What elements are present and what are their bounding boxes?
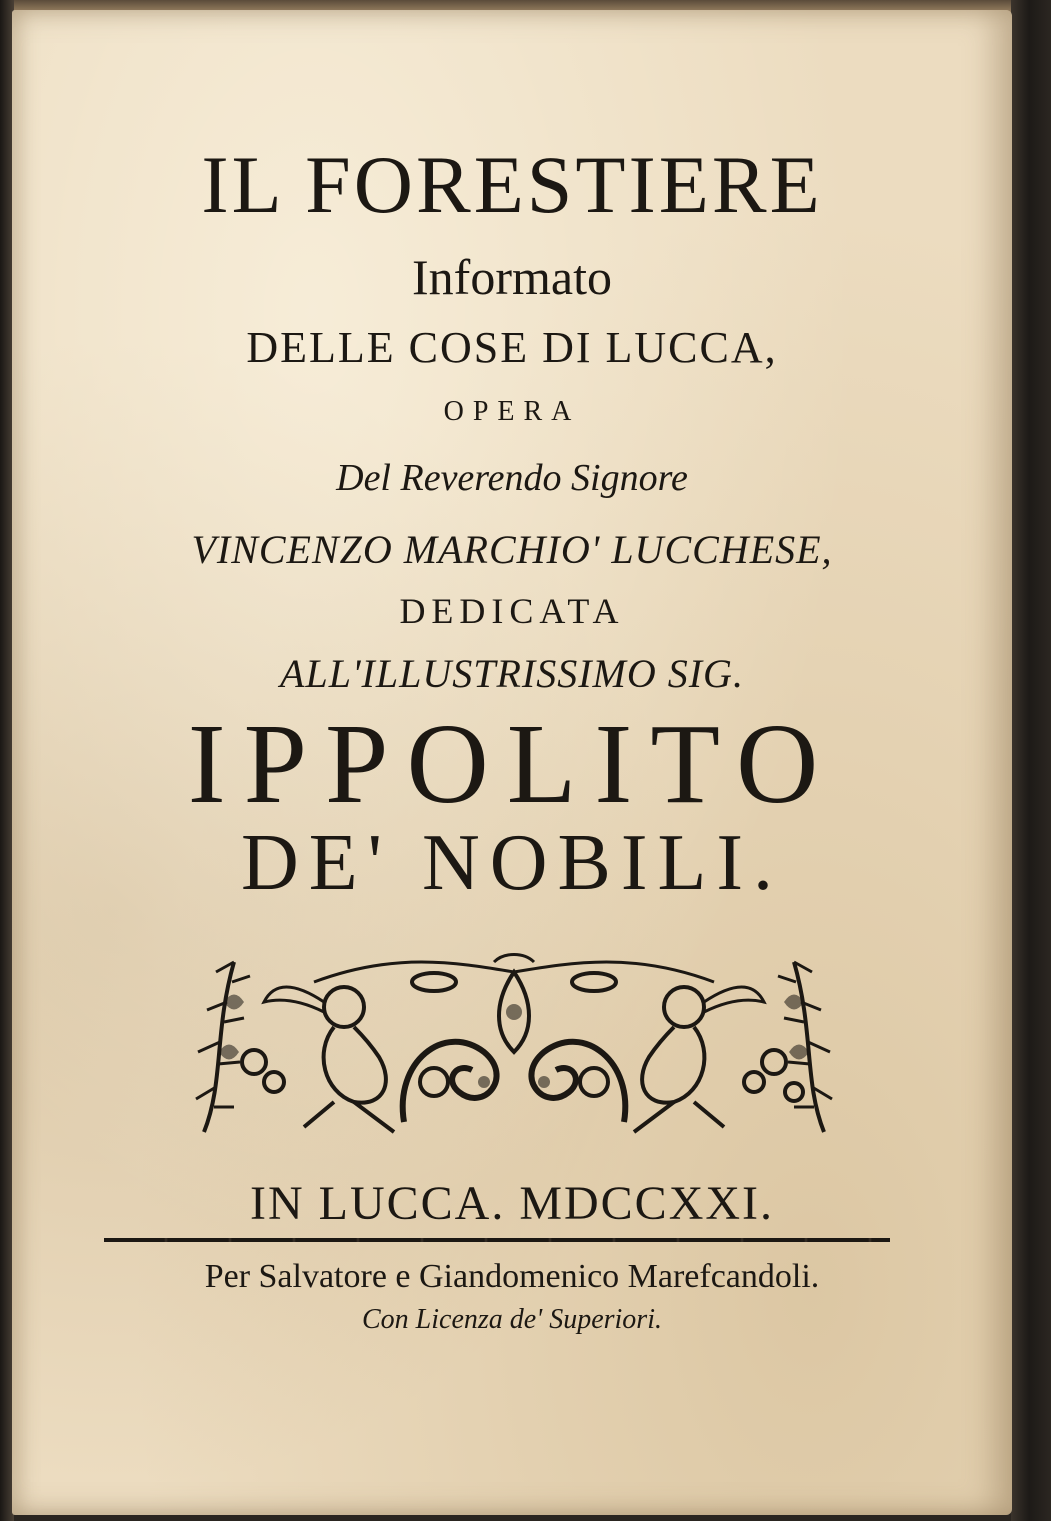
genre-label: OPERA bbox=[443, 396, 581, 427]
dedicatee-intro: ALL'ILLUSTRISSIMO SIG. bbox=[280, 651, 744, 696]
book-title: IL FORESTIERE bbox=[201, 139, 823, 230]
printer-line: Per Salvatore e Giandomenico Marefcandoli. bbox=[204, 1258, 820, 1295]
woodcut-ornament bbox=[194, 942, 834, 1142]
author-intro: Del Reverendo Signore bbox=[336, 457, 688, 499]
author-name: VINCENZO MARCHIO' LUCCHESE, bbox=[191, 527, 833, 572]
title-page bbox=[12, 10, 1012, 1515]
imprint-place-date: IN LUCCA. MDCCXXI. bbox=[249, 1177, 774, 1230]
divider-rule bbox=[104, 1238, 890, 1242]
dedicatee-surname: DE' NOBILI. bbox=[240, 819, 784, 907]
license-line: Con Licenza de' Superiori. bbox=[362, 1304, 662, 1335]
dedicatee-name: IPPOLITO bbox=[187, 700, 837, 827]
dedication-label: DEDICATA bbox=[399, 591, 625, 631]
book-subtitle: Informato bbox=[412, 249, 612, 305]
book-subject: DELLE COSE DI LUCCA, bbox=[246, 323, 778, 372]
book-spine bbox=[1011, 0, 1051, 1521]
